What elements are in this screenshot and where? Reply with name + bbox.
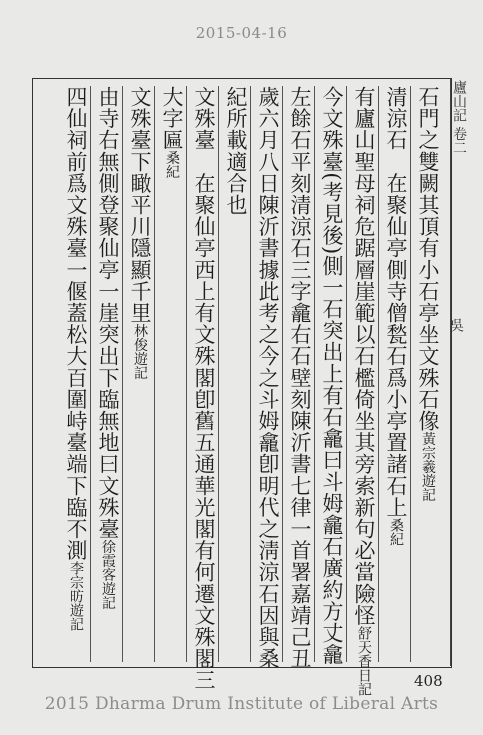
column-rule [90, 86, 91, 662]
main-text: 文殊臺 在聚仙亭西上有文殊閣卽舊五通華光閣有何遷文殊閣三 [192, 86, 216, 691]
column-text [414, 86, 440, 662]
main-text: 紀所載適合也 [224, 86, 248, 216]
text-column [190, 86, 216, 691]
date-watermark: 2015-04-16 [195, 24, 288, 42]
margin-side-mark: 吳 [448, 318, 464, 332]
text-column [382, 86, 408, 662]
text-column [254, 86, 280, 670]
source-annotation: 李宗昉遊記 [68, 561, 84, 632]
column-rule [378, 86, 379, 662]
column-rule [250, 86, 251, 662]
main-text: 歲六月八日陳沂書據此考之今之斗姆龕卽明代之淸涼石因與桑 [256, 86, 280, 670]
ban-xin-title: 廬山記 卷二 [451, 80, 467, 155]
main-text: 清涼石 在聚仙亭側寺僧甃石爲小亭置諸石上 [384, 86, 408, 518]
column-text [126, 86, 152, 662]
text-column [62, 86, 88, 662]
text-column [94, 86, 120, 662]
column-text [62, 86, 88, 662]
main-text: 有廬山聖母祠危踞層崖範以石檻倚坐其旁索新句必當險怪 [352, 86, 376, 626]
source-annotation: 林俊遊記 [132, 323, 148, 380]
column-text [286, 86, 312, 670]
text-column [350, 86, 376, 696]
column-rule [218, 86, 219, 662]
column-rule [122, 86, 123, 662]
main-text: 文殊臺下瞰平川隱顯千里 [128, 86, 152, 324]
source-annotation: 桑紀 [164, 150, 180, 179]
text-column [286, 86, 312, 670]
column-rule [346, 86, 347, 662]
main-text: 今文殊臺(考見後)側一石突出上有石龕曰斗姆龕石廣約方丈龕 [320, 86, 344, 666]
main-text: 大字匾 [160, 86, 184, 151]
column-text [382, 86, 408, 662]
text-column [158, 86, 184, 662]
page-number: 408 [414, 672, 443, 690]
column-rule [186, 86, 187, 662]
page-margin-strip [450, 78, 469, 666]
column-text [190, 86, 216, 691]
column-rule [410, 86, 411, 662]
main-text: 左餘石平刻清涼石三字龕右石壁刻陳沂書七律一首署嘉靖己丑 [288, 86, 312, 670]
column-text [254, 86, 280, 670]
column-text [318, 86, 344, 666]
source-annotation: 桑紀 [388, 518, 404, 546]
main-text: 由寺右無側登聚仙亭一崖突出下臨無地曰文殊臺 [96, 86, 120, 540]
column-text [94, 86, 120, 662]
text-column [222, 86, 248, 662]
column-rule [282, 86, 283, 662]
column-text [350, 86, 376, 696]
main-text: 四仙祠前爲文殊臺一偃蓋松大百圍峙臺端下臨不測 [64, 86, 88, 562]
column-text [158, 86, 184, 662]
text-column [318, 86, 344, 666]
source-annotation: 黃宗羲遊記 [420, 431, 436, 502]
column-text [222, 86, 248, 662]
column-rule [314, 86, 315, 662]
text-column [414, 86, 440, 662]
source-annotation: 徐霞客遊記 [100, 539, 116, 610]
source-annotation: 舒天香日記 [356, 626, 372, 696]
text-column [126, 86, 152, 662]
copyright-watermark: 2015 Dharma Drum Institute of Liberal Arts [44, 694, 439, 714]
column-rule [154, 86, 155, 662]
main-text: 石門之雙闕其頂有小石亭坐文殊石像 [416, 86, 440, 432]
